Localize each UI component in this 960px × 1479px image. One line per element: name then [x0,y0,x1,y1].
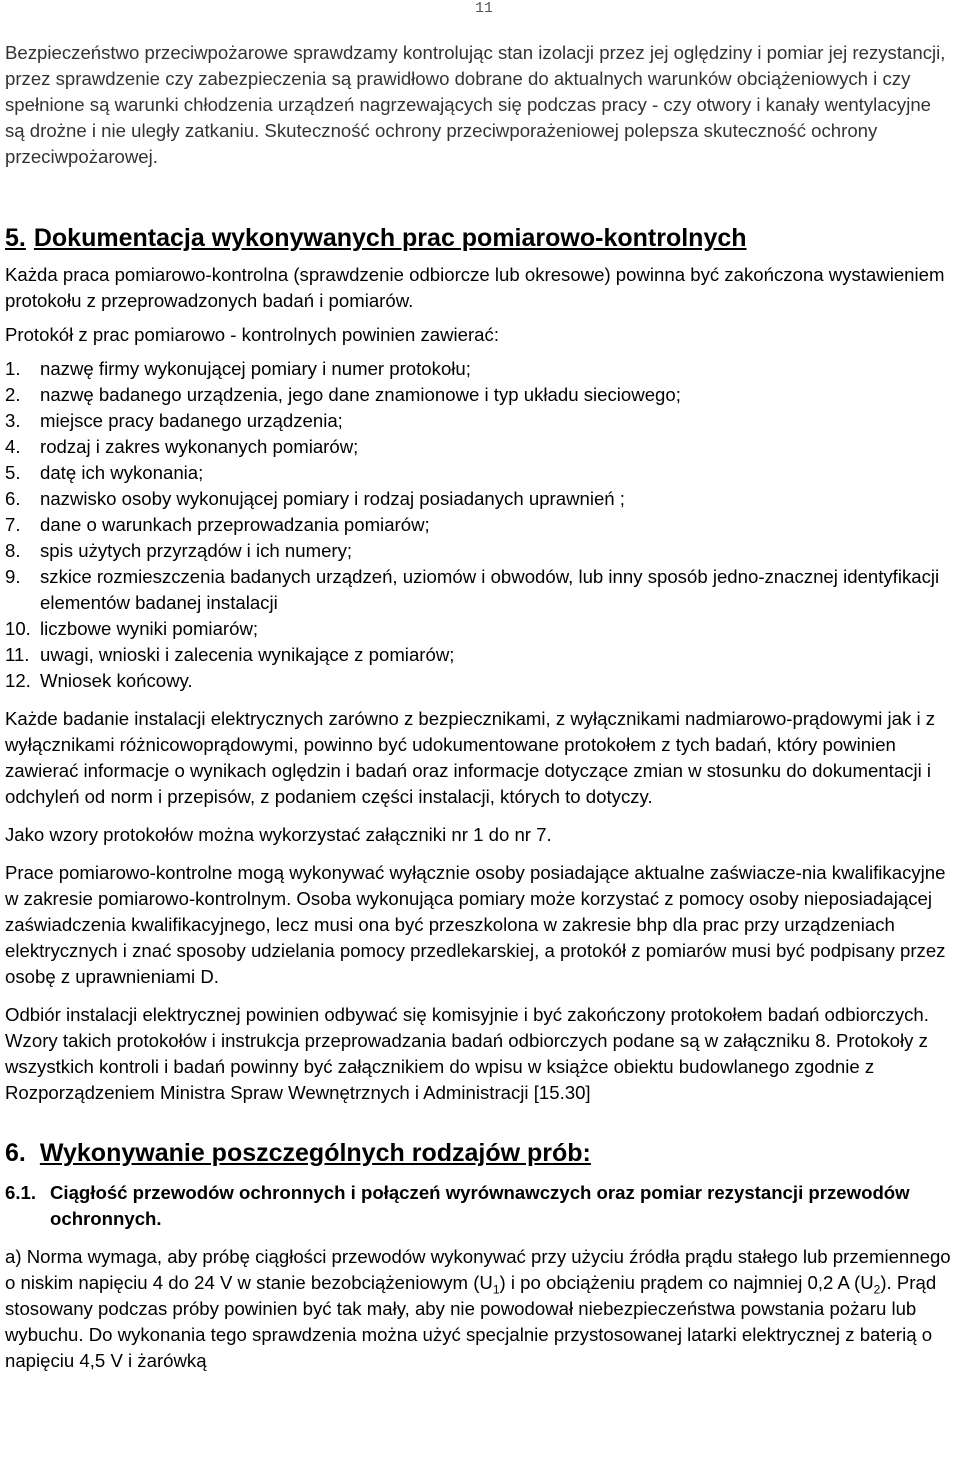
list-item: 12. Wniosek końcowy. [5,670,193,691]
section-6-1-paragraph-a: a) Norma wymaga, aby próbę ciągłości przewodów wykonywać przy użyciu źródła prądu stałego lub przemiennego o niskim napięciu 4 do 24 V w stanie bezobciążeniowym $(U_1)$ i po obciążeniu prądem co najmniej 0,2 A $(U_2)$. Prąd stosowany podczas próby powinien być tak mały, aby nie powodował niebezpieczeństwa powstania pożaru lub wybuchu. Do wykonania tego sprawdzenia można użyć specjalnie przystosowanej latarki elektrycznej z baterią o napięciu 4,5 V i żarówką [5,1246,951,1371]
list-item: 9. szkice rozmieszczenia badanych urządzeń, uziomów i obwodów, lub inny sposób jedno-znacznej identyfikacji elementów badanej instalacji [5,566,940,613]
list-item: 7. dane o warunkach przeprowadzania pomiarów; [5,514,430,535]
section-5-paragraph-1: Każda praca pomiarowo-kontrolna (sprawdzenie odbiorcze lub okresowe) powinna być zakończona wystawieniem protokołu z przeprowadzonych badań i pomiarów. [5,264,945,311]
intro-paragraph: Bezpieczeństwo przeciwpożarowe sprawdzamy kontrolując stan izolacji przez jej oględziny i pomiar jej rezystancji, przez sprawdzenie czy zabezpieczenia są prawidłowo dobrane do aktualnych warunków obciążeniowych i czy spełnione są warunki chłodzenia urządzeń nagrzewających się podczas pracy - czy otwory i kanały wentylacyjne są drożne i nie uległy zatkaniu. Skuteczność ochrony przeciwporażeniowej polepsza skuteczność ochrony przeciwpożarowej. [5,42,946,167]
section-5-paragraph-2: Protokół z prac pomiarowo - kontrolnych powinien zawierać: [5,324,499,345]
section-5-paragraph-4: Jako wzory protokołów można wykorzystać załączniki nr 1 do nr 7. [5,824,552,845]
protocol-contents-list [5,356,955,694]
section-5-title: Dokumentacja wykonywanych prac pomiarowo-kontrolnych [33,224,747,252]
page-number: 11 [474,0,493,17]
section-6-1-heading [5,1180,955,1232]
list-item: 4. rodzaj i zakres wykonanych pomiarów; [5,436,359,457]
document-body [5,40,955,1374]
list-item: 6. nazwisko osoby wykonującej pomiary i rodzaj posiadanych uprawnień ; [5,488,625,509]
section-6-title: Wykonywanie poszczególnych rodzajów prób: [39,1139,591,1167]
section-5-paragraph-3: Każde badanie instalacji elektrycznych zarówno z bezpiecznikami, z wyłącznikami nadmiarowo-prądowymi jak i z wyłącznikami różnicowoprądowymi, powinno być udokumentowane protokołem z tych badań, który powinien zawierać informacje o wynikach oględzin i badań oraz informacje dotyczące zmian w stosunku do dokumentacji i odchyleń od norm i przepisów, z podaniem części instalacji, których to dotyczy. [5,708,936,807]
section-6-heading [5,1136,955,1170]
section-6-number: 6. [5,1139,26,1167]
section-5-heading [5,220,955,256]
list-item: 8. spis użytych przyrządów i ich numery; [5,540,353,561]
list-item: 10. liczbowe wyniki pomiarów; [5,618,259,639]
section-5-paragraph-5: Prace pomiarowo-kontrolne mogą wykonywać wyłącznie osoby posiadające aktualne zaświacze-nia kwalifikacyjne w zakresie pomiarowo-kontrolnym. Osoba wykonująca pomiary może korzystać z pomocy osoby nieposiadającej zaświadczenia kwalifikacyjnego, lecz musi ona być przeszkolona w zakresie bhp dla prac przy urządzeniach elektrycznych i znać sposoby udzielania pomocy przedlekarskiej, a protokół z pomiarów musi być podpisany przez osobę z uprawnieniami D. [5,862,946,987]
list-item: 11. uwagi, wnioski i zalecenia wynikające z pomiarów; [5,644,455,665]
list-item: 5. datę ich wykonania; [5,462,204,483]
list-item: 3. miejsce pracy badanego urządzenia; [5,410,343,431]
list-item: 2. nazwę badanego urządzenia, jego dane znamionowe i typ układu sieciowego; [5,384,681,405]
section-5-paragraph-6: Odbiór instalacji elektrycznej powinien odbywać się komisyjnie i być zakończony protokołem badań odbiorczych. Wzory takich protokołów i instrukcja przeprowadzania badań odbiorczych podane są w załączniku 8. Protokoły z wszystkich kontroli i badań powinny być załącznikiem do wpisu w książce obiektu budowlanego zgodnie z Rozporządzeniem Ministra Spraw Wewnętrznych i Administracji [15.30] [5,1004,929,1103]
section-6-1-number: 6.1. [5,1182,37,1203]
list-item: 1. nazwę firmy wykonującej pomiary i numer protokołu; [5,358,471,379]
section-5-number: 5. [5,224,26,252]
section-6-1-title: Ciągłość przewodów ochronnych i połączeń wyrównawczych oraz pomiar rezystancji przewodów ochronnych. [50,1182,910,1229]
